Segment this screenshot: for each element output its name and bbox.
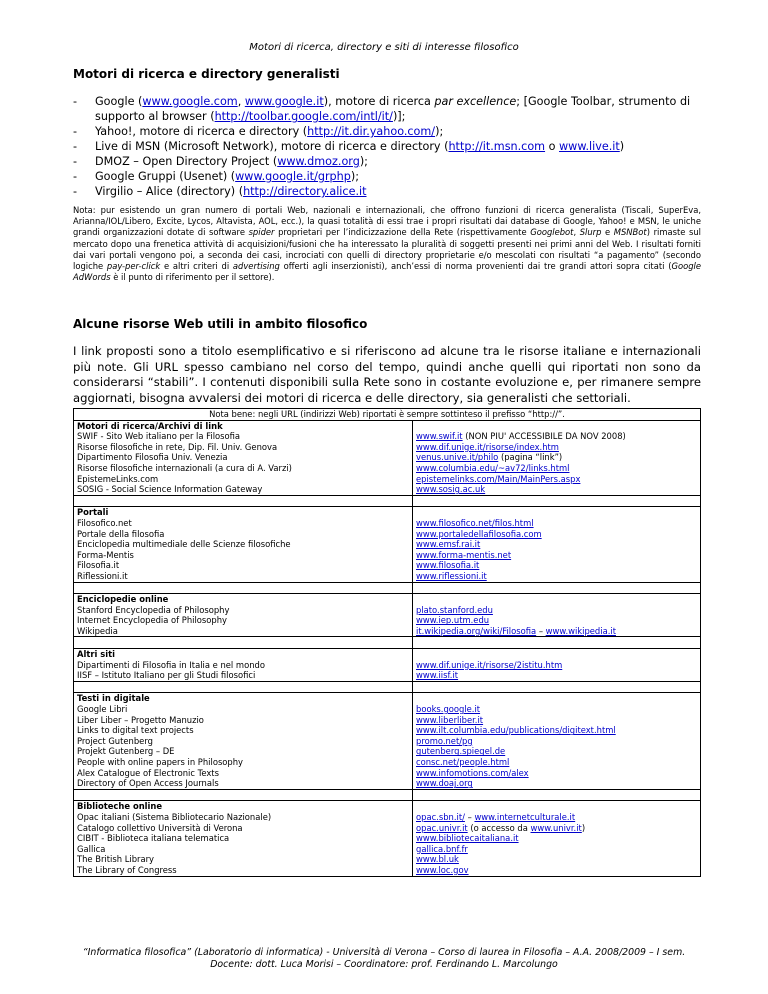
link[interactable]: www.portaledellafilosofia.com — [416, 528, 542, 539]
link[interactable]: plato.stanford.edu — [416, 604, 493, 615]
link[interactable]: www.google.it/grphp — [235, 170, 351, 183]
link[interactable]: http://toolbar.google.com/intl/it/ — [214, 110, 393, 123]
page-header: Motori di ricerca, directory e siti di interesse filosofico — [249, 42, 519, 53]
link[interactable]: epistemelinks.com/Main/MainPers.aspx — [416, 473, 581, 484]
link[interactable]: www.dif.unige.it/risorse/index.htm — [416, 441, 559, 452]
table-row: Enciclopedie online Stanford Encyclopedia of Philosophy Internet Encyclopedia of Philosophy Wikipedia plato.stanford.edu www.iep.utm.edu it.wikipedia.org/wiki/Filosofia – www.wikipedia.it — [74, 594, 701, 637]
table-row: Portali Filosofico.net Portale della filosofia Enciclopedia multimediale delle Scienze filosofiche Forma-Mentis Filosofia.it Riflessioni.it www.filosofico.net/filos.html www.portaledellafilosofia.com www.emsf.rai.it www.forma-mentis.net www.filosofia.it www.riflessioni.it — [74, 507, 701, 582]
link[interactable]: gallica.bnf.fr — [416, 843, 468, 854]
link[interactable]: www.doaj.org — [416, 778, 473, 789]
link[interactable]: www.riflessioni.it — [416, 570, 487, 581]
link[interactable]: www.iisf.it — [416, 670, 459, 681]
link[interactable]: www.bibliotecaitaliana.it — [416, 833, 519, 844]
link[interactable]: opac.univr.it — [416, 822, 468, 833]
list-item: - Live di MSN (Microsoft Network), motore di ricerca e directory (http://it.msn.com o www.live.it) — [73, 140, 625, 153]
table-row — [74, 409, 701, 421]
link[interactable]: www.filosofico.net/filos.html — [416, 517, 534, 528]
list-item: - Google Gruppi (Usenet) (www.google.it/grphp); — [73, 170, 359, 183]
link[interactable]: www.google.com — [142, 95, 238, 108]
link[interactable]: www.swif.it — [416, 431, 463, 442]
category-title: Testi in digitale — [77, 693, 150, 704]
link[interactable]: www.univr.it — [530, 822, 582, 833]
link[interactable]: www.forma-mentis.net — [416, 549, 512, 560]
link[interactable]: http://it.msn.com — [448, 140, 546, 153]
link[interactable]: www.sosig.ac.uk — [416, 484, 486, 495]
link[interactable]: www.columbia.edu/~av72/links.html — [416, 462, 570, 473]
link[interactable]: www.iep.utm.edu — [416, 615, 490, 626]
footer-line-1: “Informatica filosofica” (Laboratorio di informatica) - Università di Verona – Corso di laurea in Filosofia – A.A. 2008/2009 – I sem. — [82, 947, 686, 958]
link[interactable]: http://it.dir.yahoo.com/ — [307, 125, 436, 138]
link[interactable]: www.emsf.rai.it — [416, 539, 481, 550]
table-row — [74, 637, 701, 649]
table-row — [74, 681, 701, 693]
category-title: Altri siti — [77, 649, 116, 660]
link[interactable]: www.dif.unige.it/risorse/2istitu.htm — [416, 659, 563, 670]
link[interactable]: www.live.it — [559, 140, 620, 153]
note-paragraph: Nota: pur esistendo un gran numero di portali Web, nazionali e internazionali, che offrono funzioni di ricerca generalista (Tiscali, SuperEva, Arianna/IOL/Libero, Excite, Lycos, Altavista, AOL, ecc.), la quasi totalità di essi trae i propri risultati dai database di Google, Yahoo! e MSN, le uniche grandi organizzazioni dotate di software spider proprietari per l’indicizzazione della Rete (rispettivamente Googlebot, Slurp e MSNBot) rimaste sul mercato dopo una frenetica attività di acquisizioni/fusioni che ha interessato la pluralità di soggetti presenti nei primi anni del Web. I risultati forniti dai vari portali vengono poi, a seconda dei casi, incrociati con quelli di directory proprietarie e/o mescolati con risultati “a pagamento” (secondo logiche pay-per-click e altri criteri di advertising offerti agli inserzionisti), anch’essi di norma provenienti dai tre grandi attori sopra citati (Google AdWords è il punto di riferimento per il settore). — [73, 205, 702, 283]
table-row — [74, 789, 701, 801]
link[interactable]: www.ilt.columbia.edu/publications/digitext.html — [416, 725, 616, 736]
category-title: Motori di ricerca/Archivi di link — [77, 420, 223, 431]
link[interactable]: promo.net/pg — [416, 735, 473, 746]
link[interactable]: www.infomotions.com/alex — [416, 767, 529, 778]
table-row: Altri siti Dipartimenti di Filosofia in Italia e nel mondo IISF – Istituto Italiano per gli Studi filosofici www.dif.unige.it/risorse/2istitu.htm www.iisf.it — [74, 649, 701, 682]
intro-paragraph: I link proposti sono a titolo esemplificativo e si riferiscono ad alcune tra le risorse italiane e internazionali più note. Gli URL spesso cambiano nel corso del tempo, quindi anche quelli qui riportati non sono da considerarsi “stabili”. I contenuti disponibili sulla Rete sono in costante evoluzione e, per rimanere sempre aggiornati, bisogna avvalersi dei motori di ricerca e delle directory, sia generalisti che settoriali. — [73, 344, 701, 405]
category-title: Biblioteche online — [77, 801, 163, 812]
list-item: - Google (www.google.com, www.google.it), motore di ricerca par excellence; [Google Toolbar, strumento di supporto al browser (http://toolbar.google.com/intl/it/)]; — [73, 95, 691, 123]
link[interactable]: www.filosofia.it — [416, 560, 480, 571]
link[interactable]: consc.net/people.html — [416, 757, 510, 767]
link[interactable]: www.loc.gov — [416, 864, 469, 875]
link[interactable]: it.wikipedia.org/wiki/Filosofia — [416, 625, 537, 636]
table-row: Testi in digitale Google Libri Liber Liber – Progetto Manuzio Links to digital text projects Project Gutenberg Projekt Gutenberg – DE People with online papers in Philosophy Alex Catalogue of Electronic Texts Directory of Open Access Journals books.google.it www.liberliber.it www.ilt.columbia.edu/publications/digitext.html promo.net/pg gutenberg.spiegel.de consc.net/people.html www.infomotions.com/alex www.doaj.org — [74, 693, 701, 789]
link[interactable]: www.bl.uk — [416, 854, 459, 865]
list-item: - Yahoo!, motore di ricerca e directory (http://it.dir.yahoo.com/); — [73, 125, 444, 138]
link[interactable]: venus.unive.it/philo — [416, 452, 499, 463]
link[interactable]: www.liberliber.it — [416, 714, 484, 725]
link[interactable]: www.google.it — [244, 95, 324, 108]
table-row: Biblioteche online Opac italiani (Sistema Bibliotecario Nazionale) Catalogo collettivo Università di Verona CIBIT - Biblioteca italiana telematica Gallica The British Library The Library of Congress opac.sbn.it/ – www.internetculturale.it opac.univr.it (o accesso da www.univr.it) www.bibliotecaitaliana.it gallica.bnf.fr www.bl.uk www.loc.gov — [74, 801, 701, 876]
table-row: Motori di ricerca/Archivi di link SWIF - Sito Web italiano per la Filosofia Risorse filosofiche in rete, Dip. Fil. Univ. Genova Dipartimento Filosofia Univ. Venezia Risorse filosofiche internazionali (a cura di A. Varzi) EpistemeLinks.com SOSIG - Social Science Information Gateway www.swif.it (NON PIU' ACCESSIBILE DA NOV 2008) www.dif.unige.it/risorse/index.htm venus.unive.it/philo (pagina “link”) www.columbia.edu/~av72/links.html epistemelinks.com/Main/MainPers.aspx www.sosig.ac.uk — [74, 420, 701, 495]
section-title-general-search: Motori di ricerca e directory generalisti — [73, 67, 340, 81]
resources-table — [73, 408, 701, 877]
link[interactable]: www.wikipedia.it — [545, 625, 616, 636]
table-row — [74, 582, 701, 594]
section-title-philosophy-resources: Alcune risorse Web utili in ambito filosofico — [73, 317, 368, 331]
category-title: Enciclopedie online — [77, 594, 169, 605]
link[interactable]: opac.sbn.it/ — [416, 811, 465, 822]
table-row — [74, 495, 701, 507]
link[interactable]: www.dmoz.org — [277, 155, 360, 168]
list-item: - DMOZ – Open Directory Project (www.dmoz.org); — [73, 155, 368, 168]
general-search-list — [73, 94, 713, 199]
link[interactable]: http://directory.alice.it — [243, 185, 367, 198]
link[interactable]: www.internetculturale.it — [474, 811, 576, 822]
list-item: - Virgilio – Alice (directory) (http://directory.alice.it — [73, 185, 367, 198]
table-note: Nota bene: negli URL (indirizzi Web) riportati è sempre sottinteso il prefisso “http://”. — [74, 409, 701, 421]
category-title: Portali — [77, 507, 109, 518]
link[interactable]: books.google.it — [416, 704, 481, 715]
link[interactable]: gutenberg.spiegel.de — [416, 746, 506, 757]
page-footer — [0, 947, 768, 970]
footer-line-2: Docente: dott. Luca Morisi – Coordinatore: prof. Ferdinando L. Marcolungo — [210, 958, 558, 970]
